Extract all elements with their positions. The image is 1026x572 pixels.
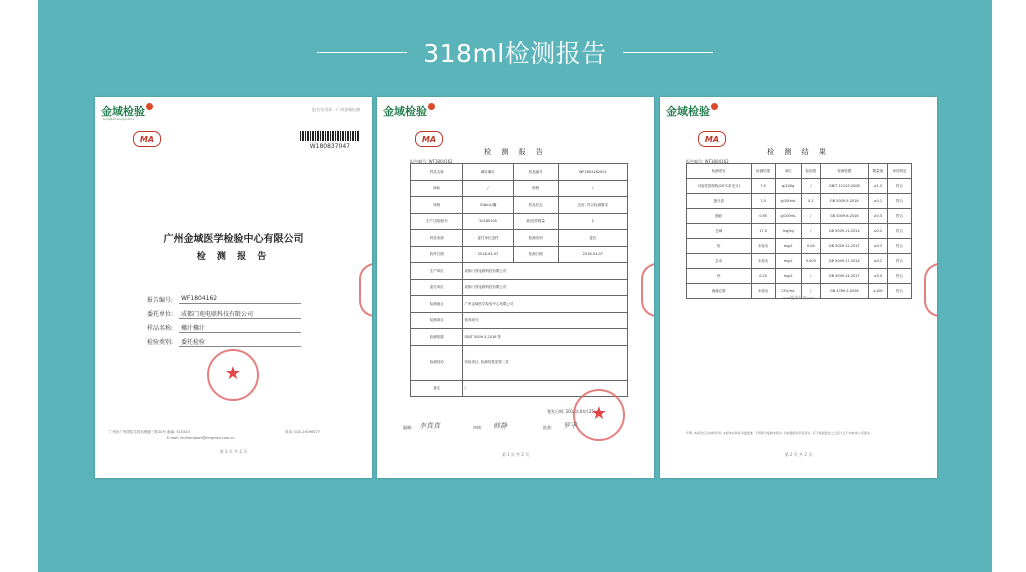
- cell: 广州金域医学检验中心有限公司: [463, 296, 628, 313]
- cell: /: [463, 380, 628, 397]
- cell: 总砷: [687, 224, 752, 239]
- cell: ≤100: [868, 284, 887, 299]
- cell: GB 5009.17-2014: [820, 254, 868, 269]
- cell: 0.1: [801, 194, 820, 209]
- cell: 商标: [411, 180, 463, 197]
- header-cell: 检出限: [801, 164, 820, 179]
- header-cell: 限量值: [868, 164, 887, 179]
- barcode-number: W180837047: [309, 143, 350, 150]
- signature-editor: 李真真: [419, 422, 440, 430]
- table-row: [411, 230, 628, 247]
- test-results-page: [660, 97, 937, 478]
- cell: 脂肪: [687, 209, 752, 224]
- report-table: [410, 163, 628, 397]
- cell: mg/L: [775, 269, 801, 284]
- field-sample-name: 样品名称: 椰汁椰汁: [147, 323, 301, 333]
- table-row: [411, 246, 628, 263]
- cell: 17.5: [751, 224, 775, 239]
- cell: GB/T 12143-2008: [820, 179, 868, 194]
- cell: ≥1.0: [868, 179, 887, 194]
- cell: 所检项目, 检测结果见第二页: [463, 345, 628, 380]
- side-seal: [924, 263, 937, 317]
- cell: 样品来源: [411, 230, 463, 247]
- cell: ≤0.2: [868, 254, 887, 269]
- header-cell: 检测项目: [687, 164, 752, 179]
- field-client: 委托单位: 成都门苑电联科技有限公司: [147, 309, 301, 319]
- field-inspection-type: 检验类别: 委托检验: [147, 337, 301, 347]
- cell: 总汞: [687, 254, 752, 269]
- logo-dot-icon: [428, 103, 435, 110]
- cell: 2018-04-07: [463, 246, 513, 263]
- report-number: 报告编号: WF1804162: [410, 159, 453, 164]
- cell: 未检出: [751, 284, 775, 299]
- official-seal: [573, 389, 625, 441]
- cell: 检测类别: [513, 230, 558, 247]
- report-number: 报告编号: WF1804162: [686, 159, 729, 164]
- cell: 符合: [887, 284, 911, 299]
- cell: 可溶性固形物(20℃折光计): [687, 179, 752, 194]
- star-icon: ★: [590, 403, 608, 425]
- cell: GB 5009.14-2017: [820, 269, 868, 284]
- cell: 样品编号: [513, 164, 558, 181]
- cell: /: [801, 209, 820, 224]
- title-line-left: [317, 52, 407, 53]
- cell: 备注: [411, 380, 463, 397]
- header-cell: 单项判定: [887, 164, 911, 179]
- company-name: 广州金域医学检验中心有限公司: [163, 234, 304, 245]
- cell: /: [801, 224, 820, 239]
- cell: /: [558, 180, 627, 197]
- cell: ≥0.5: [868, 209, 887, 224]
- footer-phone: 电话: 020-29196577: [285, 430, 321, 434]
- cell: 2: [558, 213, 627, 230]
- cell: 2018-04-07: [558, 246, 627, 263]
- table-row: [411, 345, 628, 380]
- table-row: [411, 180, 628, 197]
- cell: /: [801, 269, 820, 284]
- report-end: ——报告结束——: [782, 295, 815, 300]
- cell: g/100mL: [775, 194, 801, 209]
- cell: 检测地点: [411, 296, 463, 313]
- cell: 成都门苑电联科技有限公司: [463, 263, 628, 280]
- table-row: [411, 296, 628, 313]
- cell: 样品名称: [411, 164, 463, 181]
- logo-dot-icon: [146, 103, 153, 110]
- cell: 样品状态: [513, 197, 558, 214]
- logo: 金域检验: [101, 103, 153, 119]
- cell: 318mL/罐: [463, 197, 513, 214]
- cell: 抽/送样数量: [513, 213, 558, 230]
- cell: CFU/mL: [775, 284, 801, 299]
- logo-dot-icon: [711, 103, 718, 110]
- report-details-page: [377, 97, 654, 478]
- cell: 0.04: [801, 239, 820, 254]
- cell: 未检出: [751, 239, 775, 254]
- cell: 委托单位送样: [463, 230, 513, 247]
- cell: 符合: [887, 269, 911, 284]
- table-row: [687, 194, 912, 209]
- cell: GB 5009.12-2017: [820, 239, 868, 254]
- cell: ≤0.3: [868, 239, 887, 254]
- disclaimer-note: 声明: 本报告仅对来样负责; 未经本实验室书面批准, 不得部分复制本报告; 对检测报告若有异议, 应于收到报告之日起十五日内向本公司提出。: [686, 431, 873, 435]
- cell: ≤0.2: [868, 224, 887, 239]
- table-row: [687, 224, 912, 239]
- cell: 符合: [887, 239, 911, 254]
- report-heading: 检 测 报 告: [484, 148, 547, 156]
- title-row: [38, 32, 992, 72]
- cell: 铅: [687, 239, 752, 254]
- cell: 锌: [687, 269, 752, 284]
- results-table: [686, 163, 912, 299]
- title-line-right: [623, 52, 713, 53]
- cell: GB/T 5009.3-2016 等: [463, 329, 628, 346]
- table-row: [687, 254, 912, 269]
- table-row: [687, 269, 912, 284]
- footer-address: 广州市广州国际生物岛螺旋三路10号 邮编: 510320: [109, 430, 190, 434]
- report-title: 检 测 报 告: [196, 252, 271, 262]
- ma-cert-mark: MA: [698, 131, 726, 147]
- page-number: 第 1 页 共 2 页: [501, 452, 530, 457]
- table-row: [411, 329, 628, 346]
- page-number: 第 1 页 共 2 页: [219, 449, 248, 454]
- cell: 成都门苑电联科技有限公司: [463, 279, 628, 296]
- side-seal: [359, 263, 372, 317]
- side-seal: [641, 263, 654, 317]
- field-report-number: 报告编号: WF1804162: [147, 295, 301, 304]
- cell: 检测结论: [411, 345, 463, 380]
- cell: mg/L: [775, 239, 801, 254]
- table-row: [687, 239, 912, 254]
- issue-date: 签发日期: 2018年04月25日: [547, 409, 598, 414]
- cell: 符合: [887, 224, 911, 239]
- header-cell: 检测依据: [820, 164, 868, 179]
- cell: 0.65: [751, 209, 775, 224]
- cell: 菌落总数: [687, 284, 752, 299]
- ma-cert-mark: MA: [415, 131, 443, 147]
- cell: 符合: [887, 254, 911, 269]
- cell: 委托单位: [411, 279, 463, 296]
- cell: 委托: [558, 230, 627, 247]
- cell: 规格: [411, 197, 463, 214]
- cell: 检测项目: [411, 312, 463, 329]
- sig-reviewer-label: 审核:: [473, 425, 483, 430]
- signature-reviewer: 韩静: [493, 422, 507, 430]
- cell: 7.0: [751, 194, 775, 209]
- ma-cert-mark: MA: [133, 131, 161, 147]
- cell: ≤5.0: [868, 269, 887, 284]
- results-heading: 检 测 结 果: [767, 148, 830, 156]
- cell: /: [463, 180, 513, 197]
- cell: GB 5009.6-2016: [820, 209, 868, 224]
- sig-editor-label: 编制:: [403, 425, 413, 430]
- cell: 未检出: [751, 254, 775, 269]
- star-icon: ★: [224, 363, 242, 385]
- cell: GB 5009.11-2014: [820, 224, 868, 239]
- signature-approver: 罗平: [563, 422, 577, 430]
- table-row: [411, 213, 628, 230]
- cell: 收样日期: [411, 246, 463, 263]
- table-row: [411, 164, 628, 181]
- logo-subtitle: KingMed Diagnostics: [103, 117, 135, 121]
- cell: /: [801, 179, 820, 194]
- cell: 规格: [513, 180, 558, 197]
- table-header-row: [687, 164, 912, 179]
- page-number: 第 2 页 共 2 页: [784, 452, 813, 457]
- cell: 0.20: [751, 269, 775, 284]
- cell: 20180105: [463, 213, 513, 230]
- cell: g/100g: [775, 179, 801, 194]
- cell: 生产日期/批号: [411, 213, 463, 230]
- cell: 检测依据: [411, 329, 463, 346]
- sig-approver-label: 批准:: [543, 425, 553, 430]
- cell: 符合: [887, 209, 911, 224]
- cell: 蛋白质: [687, 194, 752, 209]
- report-cover-page: [95, 97, 372, 478]
- cell: 椰汁椰汁: [463, 164, 513, 181]
- cell: GB 4789.2-2016: [820, 284, 868, 299]
- cell: 营养成分: [463, 312, 628, 329]
- page-title: 318ml检测报告: [423, 39, 607, 68]
- cell: WF1804162001: [558, 164, 627, 181]
- header-cell: 单位: [775, 164, 801, 179]
- logo: 金域检验: [383, 103, 435, 119]
- footer-email: E-mail: kmhmreport@kingmed.com.cn: [167, 436, 235, 440]
- cell: 0.003: [801, 254, 820, 269]
- cell: GB 5009.5-2016: [820, 194, 868, 209]
- cell: mg/L: [775, 254, 801, 269]
- cell: g/100mL: [775, 209, 801, 224]
- official-seal: [207, 349, 259, 401]
- cell: 符合: [887, 194, 911, 209]
- table-row: [411, 312, 628, 329]
- table-row: [411, 263, 628, 280]
- cell: ≥0.1: [868, 194, 887, 209]
- cell: 完好, 符合检测要求: [558, 197, 627, 214]
- table-row: [411, 197, 628, 214]
- table-row: [411, 279, 628, 296]
- top-right-note: 报告专用章 · 广州金域检测: [312, 107, 360, 112]
- logo: 金域检验: [666, 103, 718, 119]
- cell: mg/kg: [775, 224, 801, 239]
- cell: 检测日期: [513, 246, 558, 263]
- cell: /: [801, 284, 820, 299]
- table-row: [687, 179, 912, 194]
- header-cell: 检测结果: [751, 164, 775, 179]
- cell: 7.5: [751, 179, 775, 194]
- table-row: [687, 209, 912, 224]
- cell: 生产单位: [411, 263, 463, 280]
- barcode: [300, 131, 360, 141]
- cell: 符合: [887, 179, 911, 194]
